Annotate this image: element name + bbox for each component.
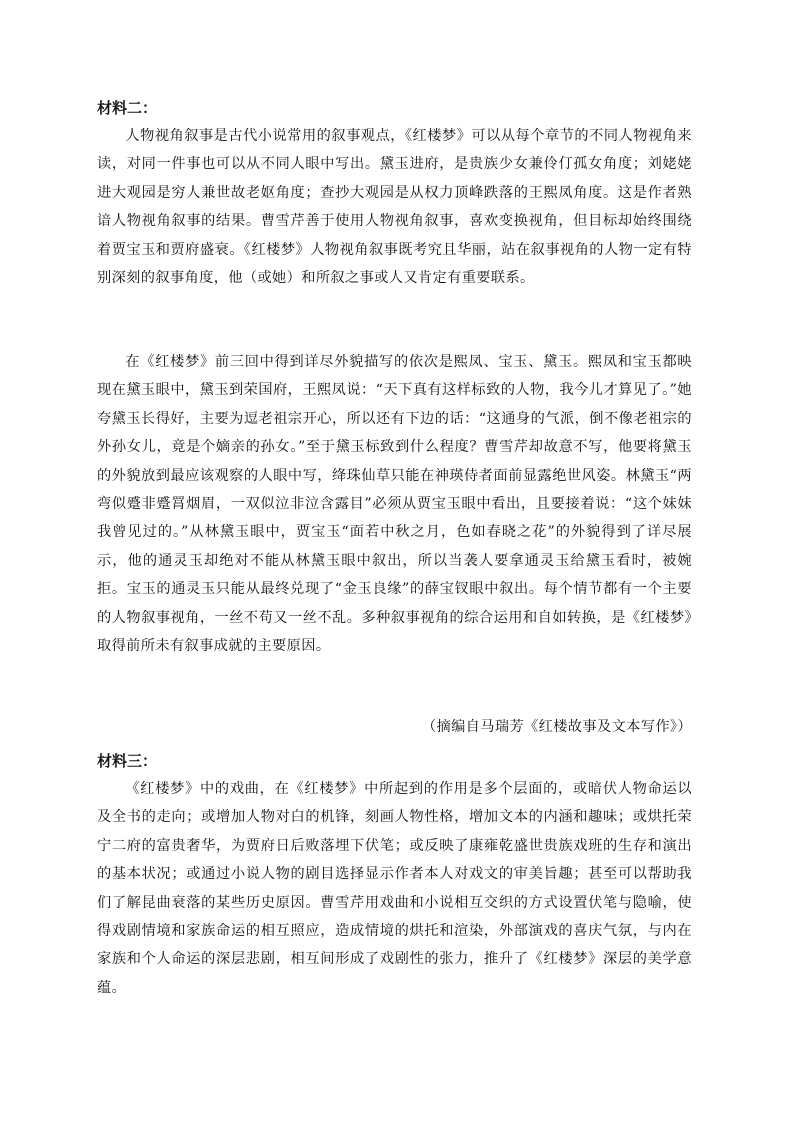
material-two-heading: 材料二： [97, 99, 158, 117]
material-three-paragraph-1: 《红楼梦》中的戏曲，在《红楼梦》中所起到的作用是多个层面的，或暗伏人物命运以及全书的走向；或增加人物对白的机锋，刻画人物性格，增加文本的内涵和趣味；或烘托荣宁二府的富贵奢华，为贾府日后败落埋下伏笔；或反映了康雍乾盛世贵族戏班的生存和演出的基本状况；或通过小说人物的剧目选择显示作者本人对戏文的审美旨趣；甚至可以帮助我们了解昆曲衰落的某些历史原因。曹雪芹用戏曲和小说相互交织的方式设置伏笔与隐喻，使得戏剧情境和家族命运的相互照应，造成情境的烘托和渲染，外部演戏的喜庆气氛，与内在家族和个人命运的深层悲剧，相互间形成了戏剧性的张力，推升了《红楼梦》深层的美学意蕴。 [97, 781, 692, 996]
material-three-heading: 材料三： [97, 752, 158, 770]
material-two-paragraph-2: 在《红楼梦》前三回中得到详尽外貌描写的依次是熙凤、宝玉、黛玉。熙凤和宝玉都映现在黛玉眼中，黛玉到荣国府，王熙凤说：“天下真有这样标致的人物，我今儿才算见了。”她夸黛玉长得好，主要为逗老祖宗开心，所以还有下边的话：“这通身的气派，倒不像老祖宗的外孙女儿，竟是个嫡亲的孙女。”至于黛玉标致到什么程度？曹雪芹却故意不写，他要将黛玉的外貌放到最应该观察的人眼中写，绛珠仙草只能在神瑛侍者面前显露绝世风姿。林黛玉“两弯似蹙非蹙罥烟眉，一双似泣非泣含露目”必须从贾宝玉眼中看出，且要接着说：“这个妹妹我曾见过的。”从林黛玉眼中，贾宝玉“面若中秋之月，色如春晓之花”的外貌得到了详尽展示，他的通灵玉却绝对不能从林黛玉眼中叙出，所以当袭人要拿通灵玉给黛玉看时，被婉拒。宝玉的通灵玉只能从最终兑现了“金玉良缘”的薛宝钗眼中叙出。每个情节都有一个主要的人物叙事视角，一丝不苟又一丝不乱。多种叙事视角的综合运用和自如转换，是《红楼梦》取得前所未有叙事成就的主要原因。 [97, 354, 692, 655]
material-two-paragraph-1: 人物视角叙事是古代小说常用的叙事观点，《红楼梦》可以从每个章节的不同人物视角来读，对同一件事也可以从不同人眼中写出。黛玉进府，是贵族少女兼伶仃孤女角度；刘姥姥进大观园是穷人兼世故老妪角度；查抄大观园是从权力顶峰跌落的王熙凤角度。这是作者熟谙人物视角叙事的结果。曹雪芹善于使用人物视角叙事，喜欢变换视角，但目标却始终围绕着贾宝玉和贾府盛衰。《红楼梦》人物视角叙事既考究且华丽，站在叙事视角的人物一定有特别深刻的叙事角度，他（或她）和所叙之事或人又肯定有重要联系。 [97, 128, 692, 287]
material-two-source-citation: （摘编自马瑞芳《红楼故事及文本写作》） [421, 719, 692, 735]
